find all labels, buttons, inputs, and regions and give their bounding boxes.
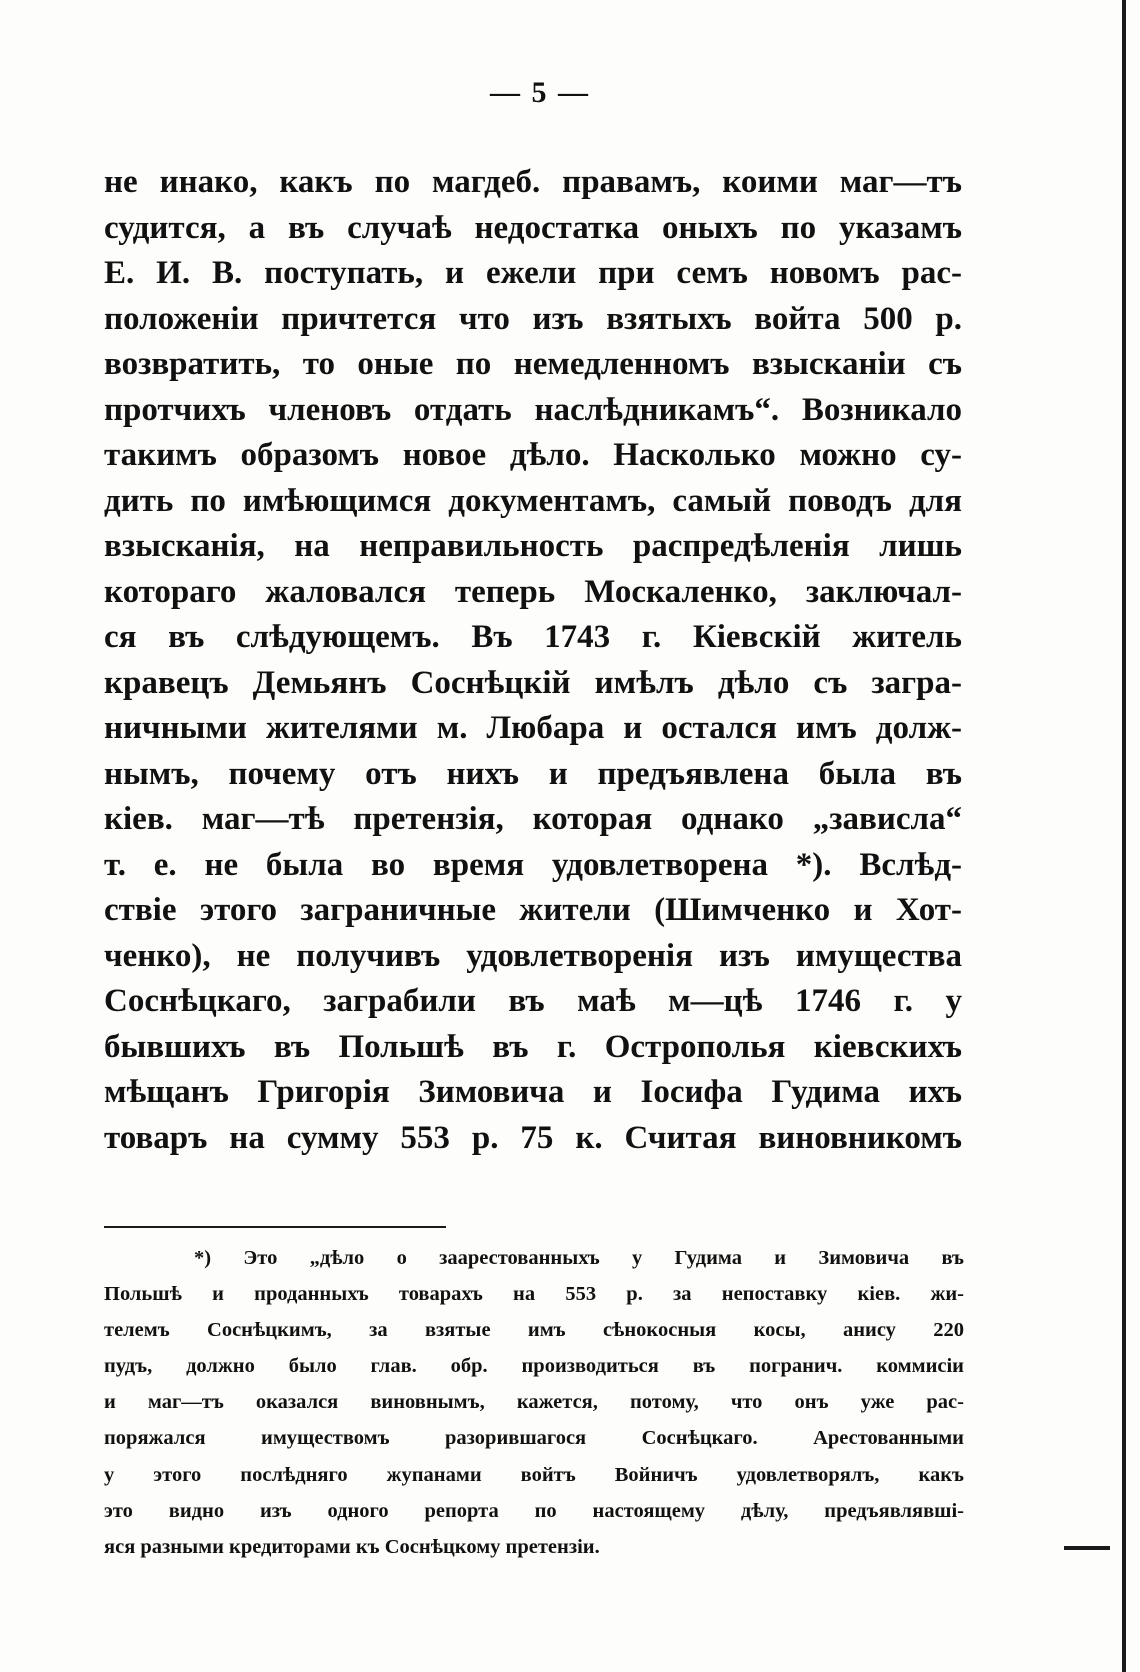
page-edge-rule bbox=[1122, 0, 1126, 1672]
footnote bbox=[104, 1240, 964, 1565]
text-line: нымъ, почему отъ нихъ и предъявлена была въ bbox=[104, 755, 962, 792]
footnote-line: и маг—тъ оказался виновнымъ, кажется, потому, что онъ уже рас- bbox=[104, 1391, 964, 1414]
footnote-line: у этого послѣдняго жупанами войтъ Войничъ удовлетворялъ, какъ bbox=[104, 1463, 964, 1486]
text-line: бывшихъ въ Польшѣ въ г. Острополья кіевскихъ bbox=[104, 1028, 962, 1065]
footnote-line: яся разными кредиторами къ Соснѣцкому претензіи. bbox=[104, 1535, 600, 1558]
footnote-line: Польшѣ и проданныхъ товарахъ на 553 р. за непоставку кіев. жи- bbox=[104, 1283, 964, 1306]
text-line: протчихъ членовъ отдать наслѣдникамъ“. Возникало bbox=[104, 391, 962, 428]
text-line: ничными жителями м. Любара и остался имъ долж- bbox=[104, 710, 962, 746]
text-line: возвратить, то оные по немедленномъ взысканіи съ bbox=[104, 346, 962, 382]
footnote-line: это видно изъ одного репорта по настоящему дѣлу, предъявлявші- bbox=[104, 1499, 964, 1522]
text-line: котораго жаловался теперь Москаленко, заключал- bbox=[104, 573, 962, 610]
margin-mark bbox=[1064, 1546, 1110, 1550]
text-line: не инако, какъ по магдеб. правамъ, коими маг—тъ bbox=[104, 164, 962, 200]
text-line: т. е. не была во время удовлетворена *). Вслѣд- bbox=[104, 846, 962, 883]
text-line: кравецъ Демьянъ Соснѣцкій имѣлъ дѣло съ загра- bbox=[104, 664, 962, 701]
text-line: ствіе этого заграничные жители (Шимченко и Хот- bbox=[104, 892, 962, 928]
text-line: кіев. маг—тѣ претензія, которая однако „зависла“ bbox=[104, 801, 962, 837]
page-number: — 5 — bbox=[490, 76, 590, 109]
text-line: ся въ слѣдующемъ. Въ 1743 г. Кіевскій житель bbox=[104, 619, 962, 655]
text-line: Соснѣцкаго, заграбили въ маѣ м—цѣ 1746 г. у bbox=[104, 983, 962, 1019]
text-line: мѣщанъ Григорія Зимовича и Іосифа Гудима ихъ bbox=[104, 1074, 962, 1110]
footnote-line: телемъ Соснѣцкимъ, за взятые имъ сѣнокосныя косы, анису 220 bbox=[104, 1319, 964, 1342]
text-line: положеніи причтется что изъ взятыхъ войта 500 р. bbox=[104, 300, 962, 337]
footnote-line: пудъ, должно было глав. обр. производиться въ погранич. коммисіи bbox=[104, 1355, 964, 1378]
main-text bbox=[104, 160, 962, 1161]
text-line: взысканія, на неправильность распредѣленія лишь bbox=[104, 528, 962, 564]
text-line: Е. И. В. поступать, и ежели при семъ новомъ рас- bbox=[104, 255, 962, 291]
footnote-line: *) Это „дѣло о заарестованныхъ у Гудима и Зимовича въ bbox=[194, 1247, 964, 1269]
text-line: ченко), не получивъ удовлетворенія изъ имущества bbox=[104, 937, 962, 974]
text-line: дить по имѣющимся документамъ, самый поводъ для bbox=[104, 482, 962, 519]
footnote-separator bbox=[104, 1226, 446, 1228]
text-line: судится, а въ случаѣ недостатка оныхъ по указамъ bbox=[104, 209, 962, 246]
text-line: товаръ на сумму 553 р. 75 к. Считая виновникомъ bbox=[104, 1119, 962, 1156]
text-line: такимъ образомъ новое дѣло. Насколько можно су- bbox=[104, 437, 962, 473]
footnote-line: поряжался имуществомъ разорившагося Соснѣцкаго. Арестованными bbox=[104, 1427, 964, 1450]
